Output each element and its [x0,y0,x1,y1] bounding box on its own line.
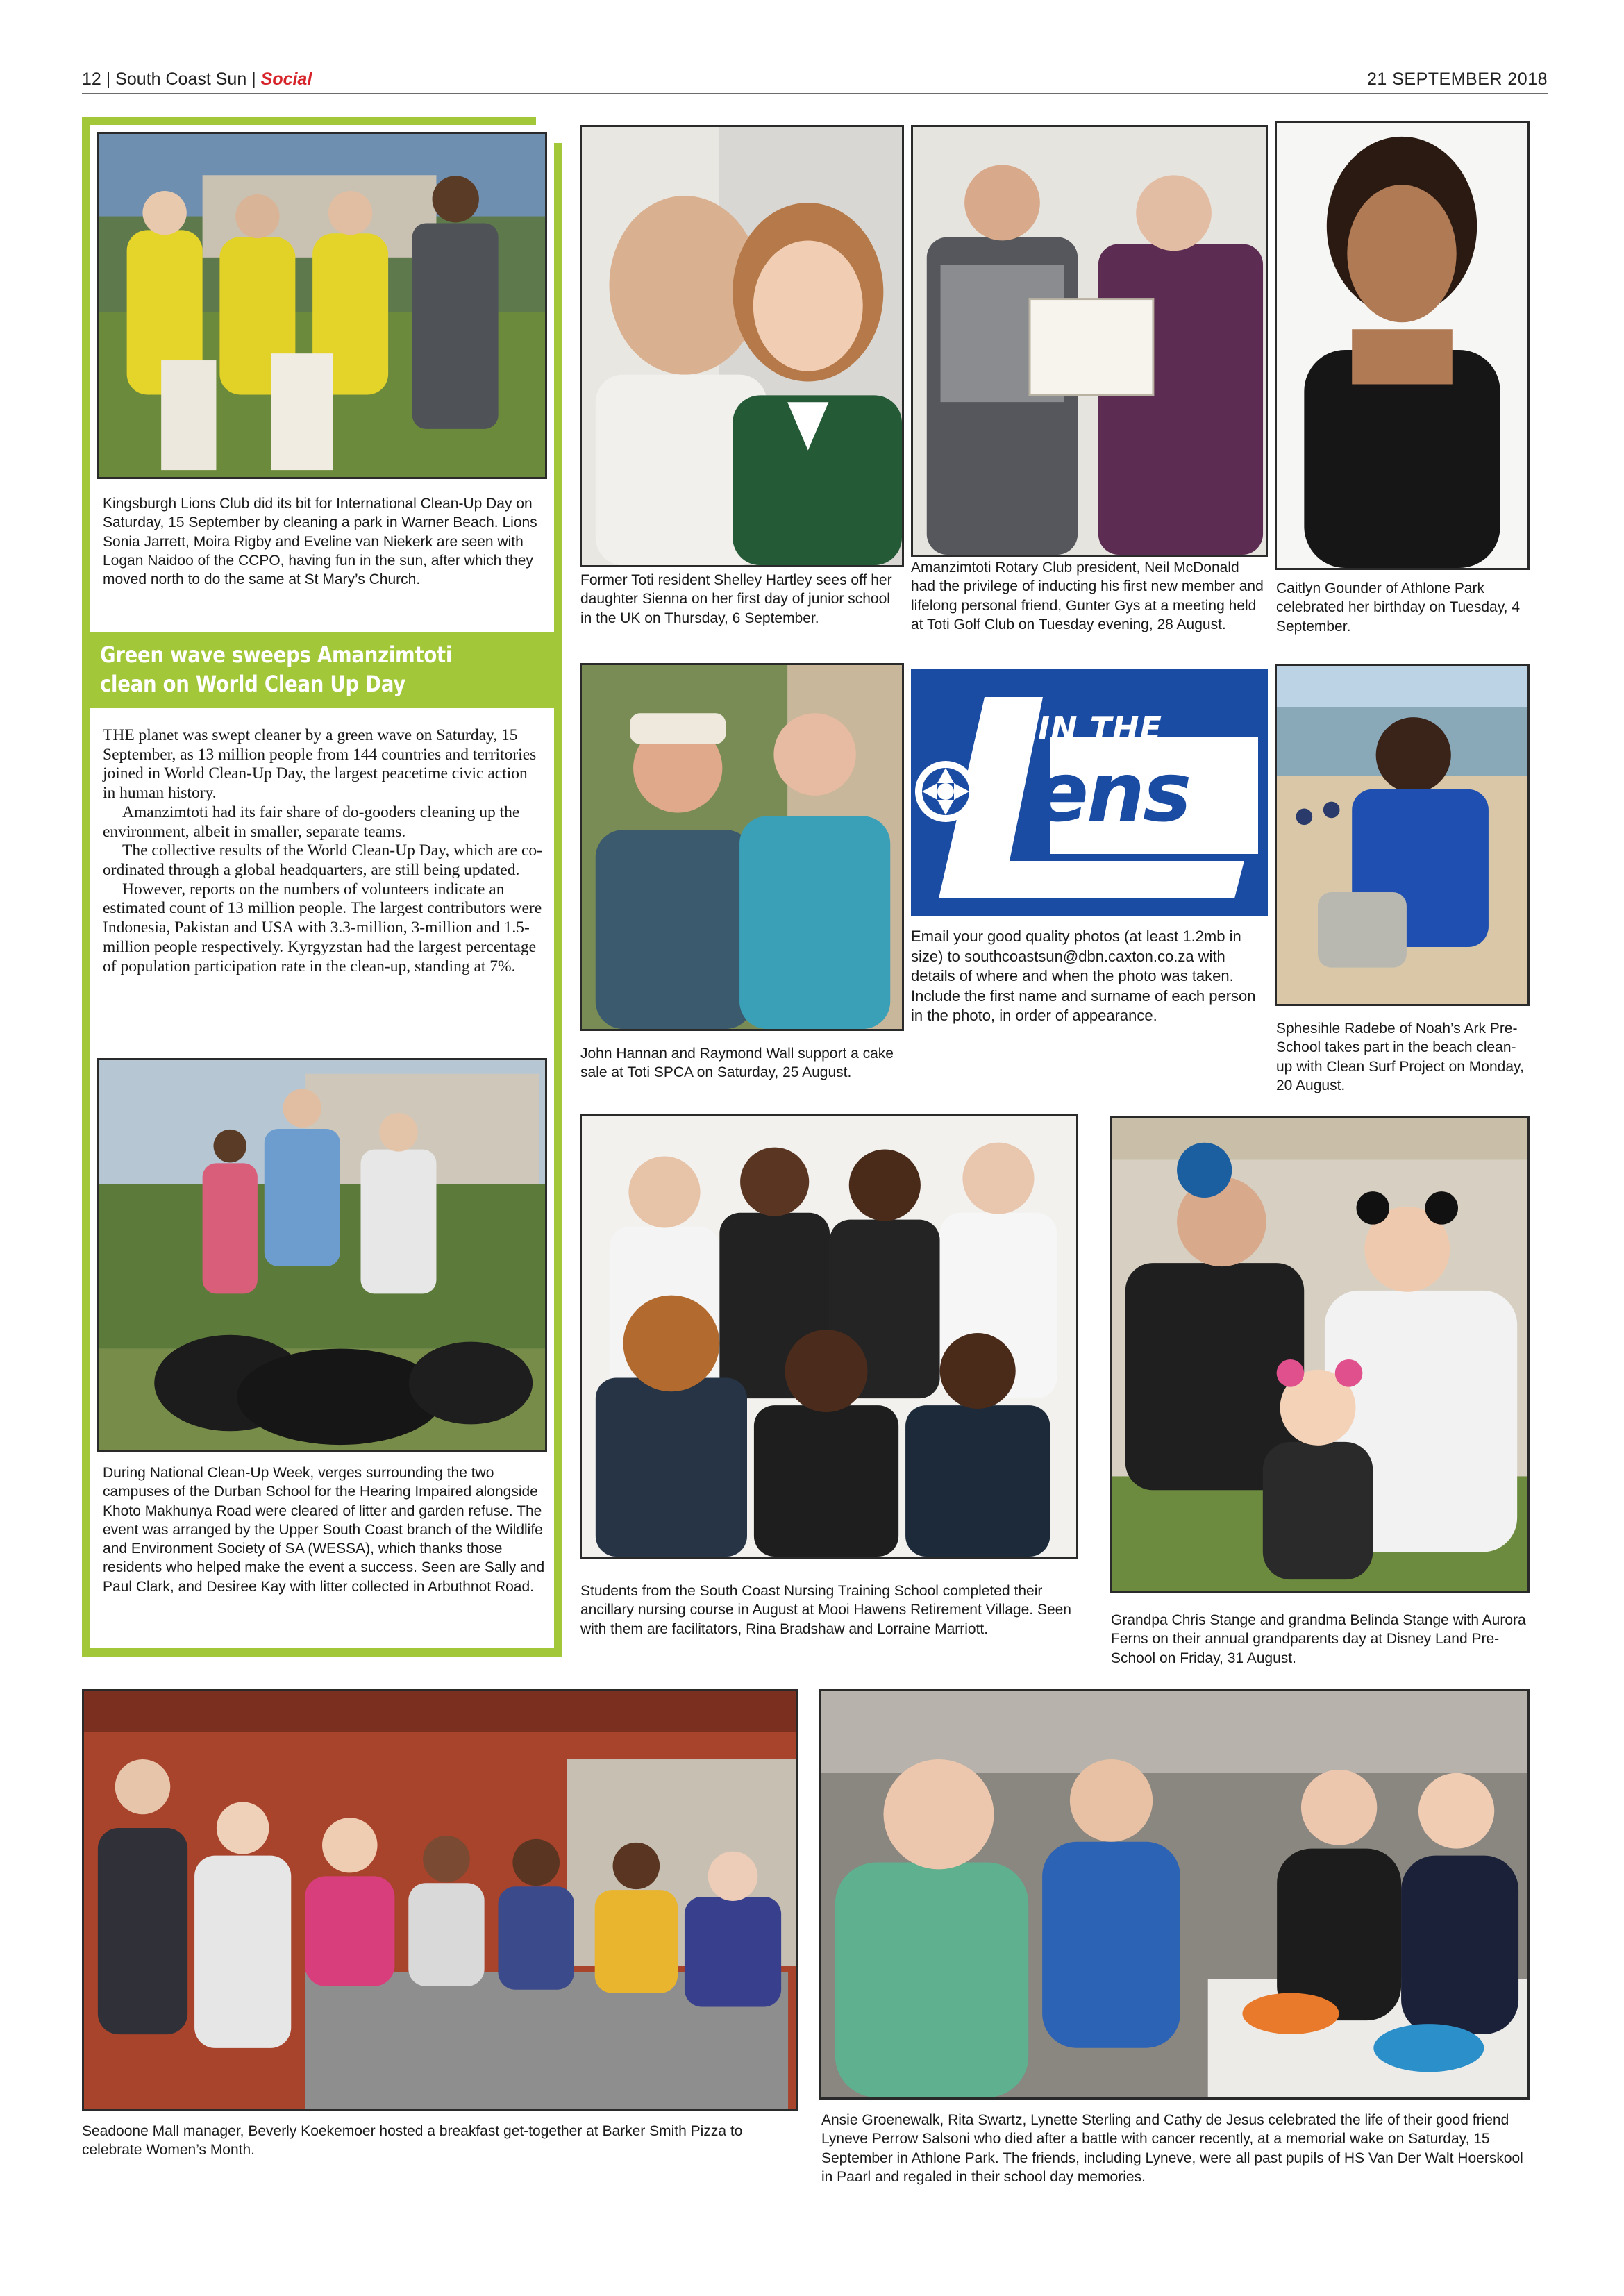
photo-wessa-clean-up [97,1058,547,1452]
issue-date: 21 SEPTEMBER 2018 [1366,69,1548,89]
header-separator: | [106,69,111,89]
in-the-lens-logo [911,669,1268,916]
photo-seadoone-breakfast [82,1689,798,2111]
caption-shelley: Former Toti resident Shelley Hartley sees off her daughter Sienna on her first day of junior school in the UK on Thursday, 6 September. [580,572,892,626]
publication-name: South Coast Sun [115,69,247,89]
photo-lions-clean-up [97,132,547,479]
photo-caitlyn [1275,121,1530,570]
page-number: 12 [82,69,101,89]
headline-line-2: clean on World Clean Up Day [100,671,406,698]
section-name: Social [260,69,312,89]
caption-caitlyn: Caitlyn Gounder of Athlone Park celebrated her birthday on Tuesday, 4 September. [1276,580,1521,635]
page-header-left [82,69,312,90]
caption-lions: Kingsburgh Lions Club did its bit for International Clean-Up Day on Saturday, 15 September by cleaning a park in Warner Beach. Lions Sonia Jarrett, Moira Rigby and Eveline van Niekerk are seen with Logan Naidoo of the CCPO, having fun in the sun, after which they moved north to do the same at St Mary’s Church. [103,496,537,588]
photo-sphesihle-beach [1275,664,1530,1006]
caption-memorial-wake: Ansie Groenewalk, Rita Swartz, Lynette Sterling and Cathy de Jesus celebrated the life of their good friend Lyneve Perrow Salsoni who died after a battle with cancer recently, at a memorial wake on Saturday, 15 September in Athlone Park. The friends, including Lyneve, were all past pupils of HS Van Der Walt Hoerskool in Paarl and regaled in their school day memories. [821,2112,1523,2185]
caption-rotary: Amanzimtoti Rotary Club president, Neil McDonald had the privilege of inducting his first new member and lifelong personal friend, Gunter Gys at a meeting held at Toti Golf Club on Tuesday evening, 28 August. [911,560,1264,632]
photo-shelley-sienna [580,125,904,567]
story-paragraph: THE planet was swept cleaner by a green wave on Saturday, 15 September, as 13 million people from 144 countries and territories joined in World Clean-Up Day, the largest peacetime civic action in human history. [103,726,537,803]
photo-rotary-induction [911,125,1268,557]
photo-spca-cake-sale [580,663,904,1031]
lens-title-top: IN THE [1038,710,1162,747]
header-separator: | [251,69,256,89]
caption-wessa: During National Clean-Up Week, verges surrounding the two campuses of the Durban School for the Hearing Impaired alongside Khoto Makhunya Road were cleared of litter and garden refuse. The event was arranged by the Upper South Coast branch of the Wildlife and Environment Society of SA (WESSA), which thanks those residents who helped make the event a success. Seen are Sally and Paul Clark, and Desiree Kay with litter collected in Arbuthnot Road. [103,1465,545,1595]
lens-title-word: ens [1033,744,1190,840]
photo-memorial-wake [819,1689,1530,2100]
photo-nursing-students [580,1114,1078,1559]
caption-lens-submission: Email your good quality photos (at least 1.2mb in size) to southcoastsun@dbn.caxton.co.za with details of where and when the photo was taken. Include the first name and surname of each person in the photo, in order of appearance. [911,928,1256,1025]
caption-spca: John Hannan and Raymond Wall support a cake sale at Toti SPCA on Saturday, 25 August. [580,1046,894,1081]
header-rule [82,93,1548,94]
caption-sphesihle: Sphesihle Radebe of Noah’s Ark Pre-School takes part in the beach clean-up with Clean Surf Project on Monday, 20 August. [1276,1021,1524,1093]
caption-grandparents: Grandpa Chris Stange and grandma Belinda Stange with Aurora Ferns on their annual grandparents day at Disney Land Pre-School on Friday, 31 August. [1111,1612,1526,1666]
caption-seadoone: Seadoone Mall manager, Beverly Koekemoer hosted a breakfast get-together at Barker Smith Pizza to celebrate Women’s Month. [82,2123,743,2159]
story-body [103,726,543,976]
caption-nursing: Students from the South Coast Nursing Training School completed their ancillary nursing course in August at Mooi Hawens Retirement Village. Seen with them are facilitators, Rina Bradshaw and Lorraine Marriott. [580,1583,1071,1637]
photo-grandparents-day [1110,1116,1530,1593]
story-paragraph: The collective results of the World Clean-Up Day, which are co-ordinated through a global headquarters, are still being updated. [103,841,542,880]
story-paragraph: However, reports on the numbers of volunteers indicate an estimated count of 13 million people. The largest contributors were Indonesia, Pakistan and USA with 3.3-million, 3-million and 1.5-million people respectively. Kyrgyzstan had the largest percentage of population participation rate in the clean-up, standing at 7%. [103,880,542,975]
story-paragraph: Amanzimtoti had its fair share of do-gooders cleaning up the environment, albeit in smaller, separate teams. [103,803,520,841]
headline-line-1: Green wave sweeps Amanzimtoti [100,642,453,668]
story-headline [90,632,554,708]
